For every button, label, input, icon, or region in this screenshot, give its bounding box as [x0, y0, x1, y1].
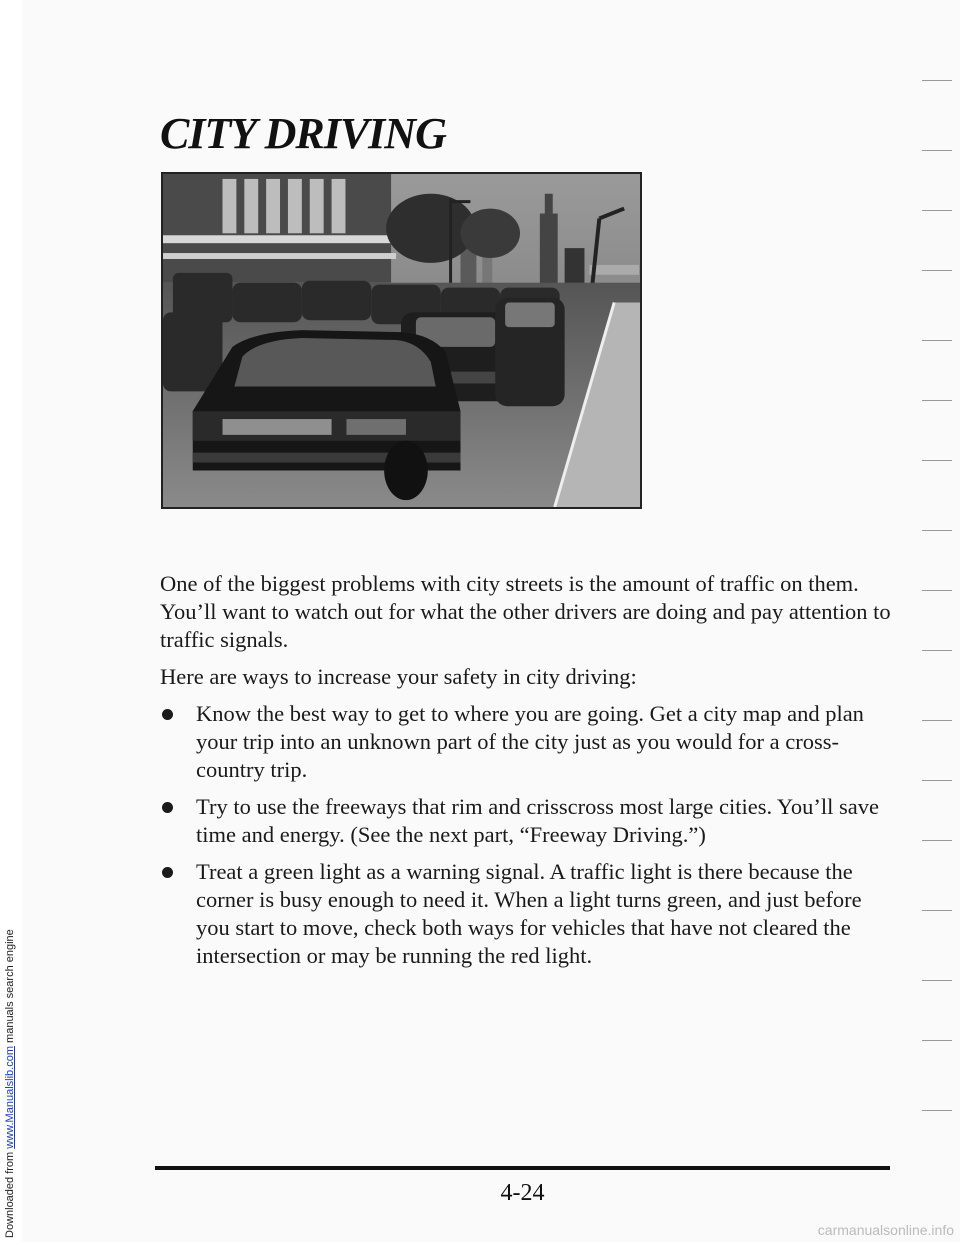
list-item-text: Know the best way to get to where you are going. Get a city map and plan your trip into an unknown part of the city just as you would for a cross-country trip.	[196, 701, 864, 782]
intro-paragraph: One of the biggest problems with city streets is the amount of traffic on them. You’ll want to watch out for what the other drivers are doing and pay attention to traffic signals.	[160, 571, 891, 652]
body-text	[160, 570, 900, 979]
page-edge-marks	[912, 60, 952, 1160]
bullet-icon	[162, 867, 173, 878]
page-number: 4-24	[500, 1180, 545, 1206]
safety-tips-list	[160, 700, 900, 970]
list-item-text: Try to use the freeways that rim and crisscross most large cities. You’ll save time and energy. (See the next part, “Freeway Driving.”)	[196, 794, 880, 847]
traffic-jam-photo-icon	[163, 174, 640, 507]
lead-in-paragraph: Here are ways to increase your safety in city driving:	[160, 664, 637, 689]
side-watermark-suffix: manuals search engine	[4, 929, 16, 1047]
traffic-jam-photo	[161, 172, 642, 509]
footer-right-watermark[interactable]: carmanualsonline.info	[817, 1222, 954, 1238]
list-item-text: Treat a green light as a warning signal. A traffic light is there because the corner is busy enough to need it. When a light turns green, and just before you start to move, check both ways for vehicles that have not cleared the intersection or may be running the red light.	[196, 859, 862, 968]
bullet-icon	[162, 802, 173, 813]
page-title: CITY DRIVING	[160, 109, 446, 158]
bullet-icon	[162, 709, 173, 720]
side-watermark-prefix: Downloaded from	[4, 1148, 16, 1238]
list-item	[160, 700, 900, 784]
side-watermark-link[interactable]: www.Manualslib.com	[4, 1046, 16, 1149]
list-item	[160, 858, 900, 970]
footer-rule	[155, 1166, 890, 1170]
list-item	[160, 793, 900, 849]
